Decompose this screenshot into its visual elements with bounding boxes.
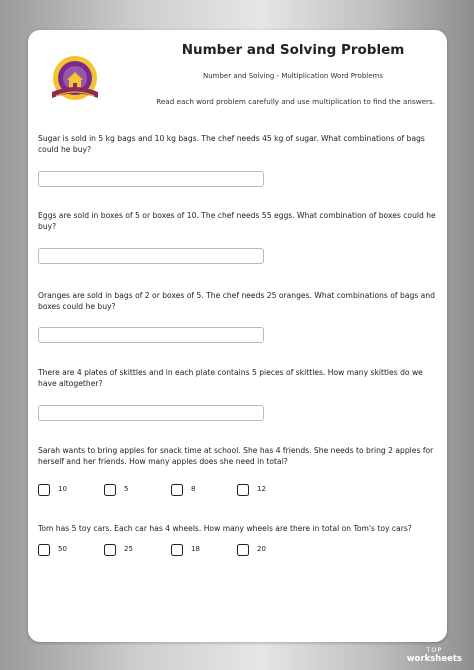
page-subtitle: Number and Solving - Multiplication Word Problems xyxy=(202,72,384,80)
question-5-text: Sarah wants to bring apples for snack time at school. She has 4 friends. She needs to bring 2 apples for herself and her friends. How many apples does she need in total? xyxy=(38,446,434,466)
worksheet-page xyxy=(28,30,447,642)
question-6-options: 50 25 18 20 xyxy=(38,544,278,558)
question-5-options: 10 5 8 12 xyxy=(38,484,278,498)
topworksheets-brand xyxy=(407,646,462,664)
checkbox-icon[interactable] xyxy=(171,544,183,556)
brand-name-text: worksheets xyxy=(406,654,462,664)
checkbox-icon[interactable] xyxy=(237,484,249,496)
question-4-answer-input[interactable] xyxy=(38,405,264,421)
question-3-answer-input[interactable] xyxy=(38,327,264,343)
school-logo-icon xyxy=(46,52,104,106)
checkbox-icon[interactable] xyxy=(171,484,183,496)
question-2-text: Eggs are sold in boxes of 5 or boxes of 10. The chef needs 55 eggs. What combination of boxes could he buy? xyxy=(38,211,436,231)
checkbox-icon[interactable] xyxy=(38,484,50,496)
question-3-text: Oranges are sold in bags of 2 or boxes of 5. The chef needs 25 oranges. What combinations of bags and boxes could he buy? xyxy=(38,291,435,311)
question-4-text: There are 4 plates of skittles and in each plate contains 5 pieces of skittles. How many skittles do we have altogether? xyxy=(38,368,423,388)
brand-top-text: TOP xyxy=(426,646,443,654)
instructions-text: Read each word problem carefully and use multiplication to find the answers. xyxy=(156,97,435,106)
checkbox-icon[interactable] xyxy=(237,544,249,556)
checkbox-icon[interactable] xyxy=(104,484,116,496)
question-1-answer-input[interactable] xyxy=(38,171,264,187)
question-6-text: Tom has 5 toy cars. Each car has 4 wheels. How many wheels are there in total on Tom's toy cars? xyxy=(38,524,412,533)
question-1-text: Sugar is sold in 5 kg bags and 10 kg bags. The chef needs 45 kg of sugar. What combinations of bags could he buy? xyxy=(38,134,425,154)
question-2-answer-input[interactable] xyxy=(38,248,264,264)
checkbox-icon[interactable] xyxy=(38,544,50,556)
page-title: Number and Solving Problem xyxy=(181,42,405,58)
checkbox-icon[interactable] xyxy=(104,544,116,556)
